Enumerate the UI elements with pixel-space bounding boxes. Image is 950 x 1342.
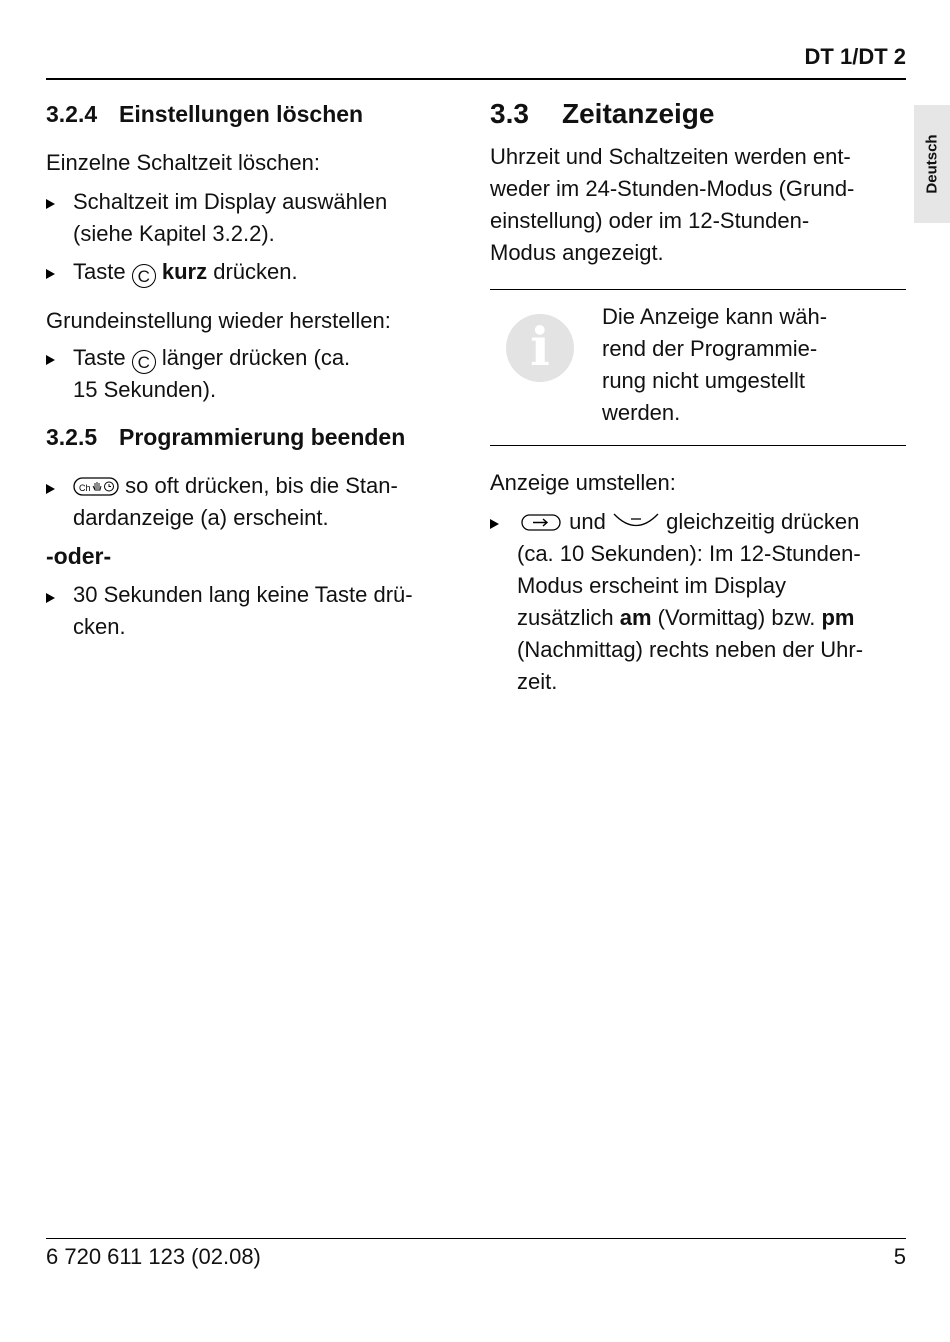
paragraph: Einzelne Schaltzeit löschen: bbox=[46, 150, 320, 175]
bullet-icon bbox=[46, 593, 55, 603]
c-key-icon: C bbox=[132, 264, 156, 288]
info-icon: i bbox=[506, 314, 574, 382]
paragraph: Grundeinstellung wieder herstellen: bbox=[46, 308, 391, 333]
svg-text:Ch: Ch bbox=[79, 483, 91, 493]
bullet-icon bbox=[46, 199, 55, 209]
list-item: Schaltzeit im Display auswählen bbox=[73, 189, 388, 214]
language-tab bbox=[914, 105, 950, 223]
list-item-cont: Modus erscheint im Display bbox=[517, 573, 786, 598]
note-line: rend der Programmie- bbox=[602, 336, 818, 361]
paragraph-line: einstellung) oder im 12-Stunden- bbox=[490, 208, 810, 233]
document-code: 6 720 611 123 (02.08) bbox=[46, 1244, 261, 1269]
list-item: und gleichzeitig drücken bbox=[517, 506, 859, 538]
footer-rule bbox=[46, 1238, 906, 1239]
bullet-icon bbox=[46, 355, 55, 365]
list-item-cont: cken. bbox=[73, 614, 126, 639]
arrow-key-icon bbox=[521, 513, 563, 533]
language-tab-label: Deutsch bbox=[923, 134, 941, 194]
bullet-icon bbox=[46, 484, 55, 494]
minus-key-icon bbox=[612, 511, 660, 533]
oder-separator: -oder- bbox=[46, 543, 112, 569]
bullet-icon bbox=[46, 269, 55, 279]
list-item-cont: 15 Sekunden). bbox=[73, 377, 217, 402]
note-top-rule bbox=[490, 289, 906, 290]
paragraph-line: weder im 24-Stunden-Modus (Grund- bbox=[490, 176, 855, 201]
note-line: rung nicht umgestellt bbox=[602, 368, 805, 393]
list-item: 30 Sekunden lang keine Taste drü- bbox=[73, 582, 413, 607]
section-heading-3-2-4: 3.2.4 Einstellungen löschen bbox=[46, 101, 364, 127]
list-item-cont: zeit. bbox=[517, 669, 558, 694]
section-heading-3-3: 3.3 Zeitanzeige bbox=[490, 98, 715, 129]
note-line: Die Anzeige kann wäh- bbox=[602, 304, 828, 329]
list-item: Taste C länger drücken (ca. bbox=[73, 345, 351, 372]
list-item-cont: (siehe Kapitel 3.2.2). bbox=[73, 221, 275, 246]
c-key-icon: C bbox=[132, 350, 156, 374]
list-item-cont: zusätzlich am (Vormittag) bzw. pm bbox=[517, 605, 855, 630]
list-item-cont: (ca. 10 Sekunden): Im 12-Stunden- bbox=[517, 541, 861, 566]
bullet-icon bbox=[490, 519, 499, 529]
note-line: werden. bbox=[602, 400, 681, 425]
paragraph-line: Uhrzeit und Schaltzeiten werden ent- bbox=[490, 144, 851, 169]
list-item: Ch so oft drücken, bis die Stan- bbox=[73, 470, 398, 502]
note-bottom-rule bbox=[490, 445, 906, 446]
ch-hand-clock-key-icon bbox=[73, 477, 119, 497]
page-number: 5 bbox=[893, 1244, 906, 1269]
paragraph-line: Modus angezeigt. bbox=[490, 240, 664, 265]
document-title: DT 1/DT 2 bbox=[804, 44, 906, 69]
section-heading-3-2-5: 3.2.5 Programmierung beenden bbox=[46, 424, 406, 450]
header-rule bbox=[46, 78, 906, 80]
paragraph: Anzeige umstellen: bbox=[490, 470, 676, 495]
list-item: Taste C kurz drücken. bbox=[73, 259, 298, 286]
list-item-cont: (Nachmittag) rechts neben der Uhr- bbox=[517, 637, 864, 662]
list-item-cont: dardanzeige (a) erscheint. bbox=[73, 505, 329, 530]
